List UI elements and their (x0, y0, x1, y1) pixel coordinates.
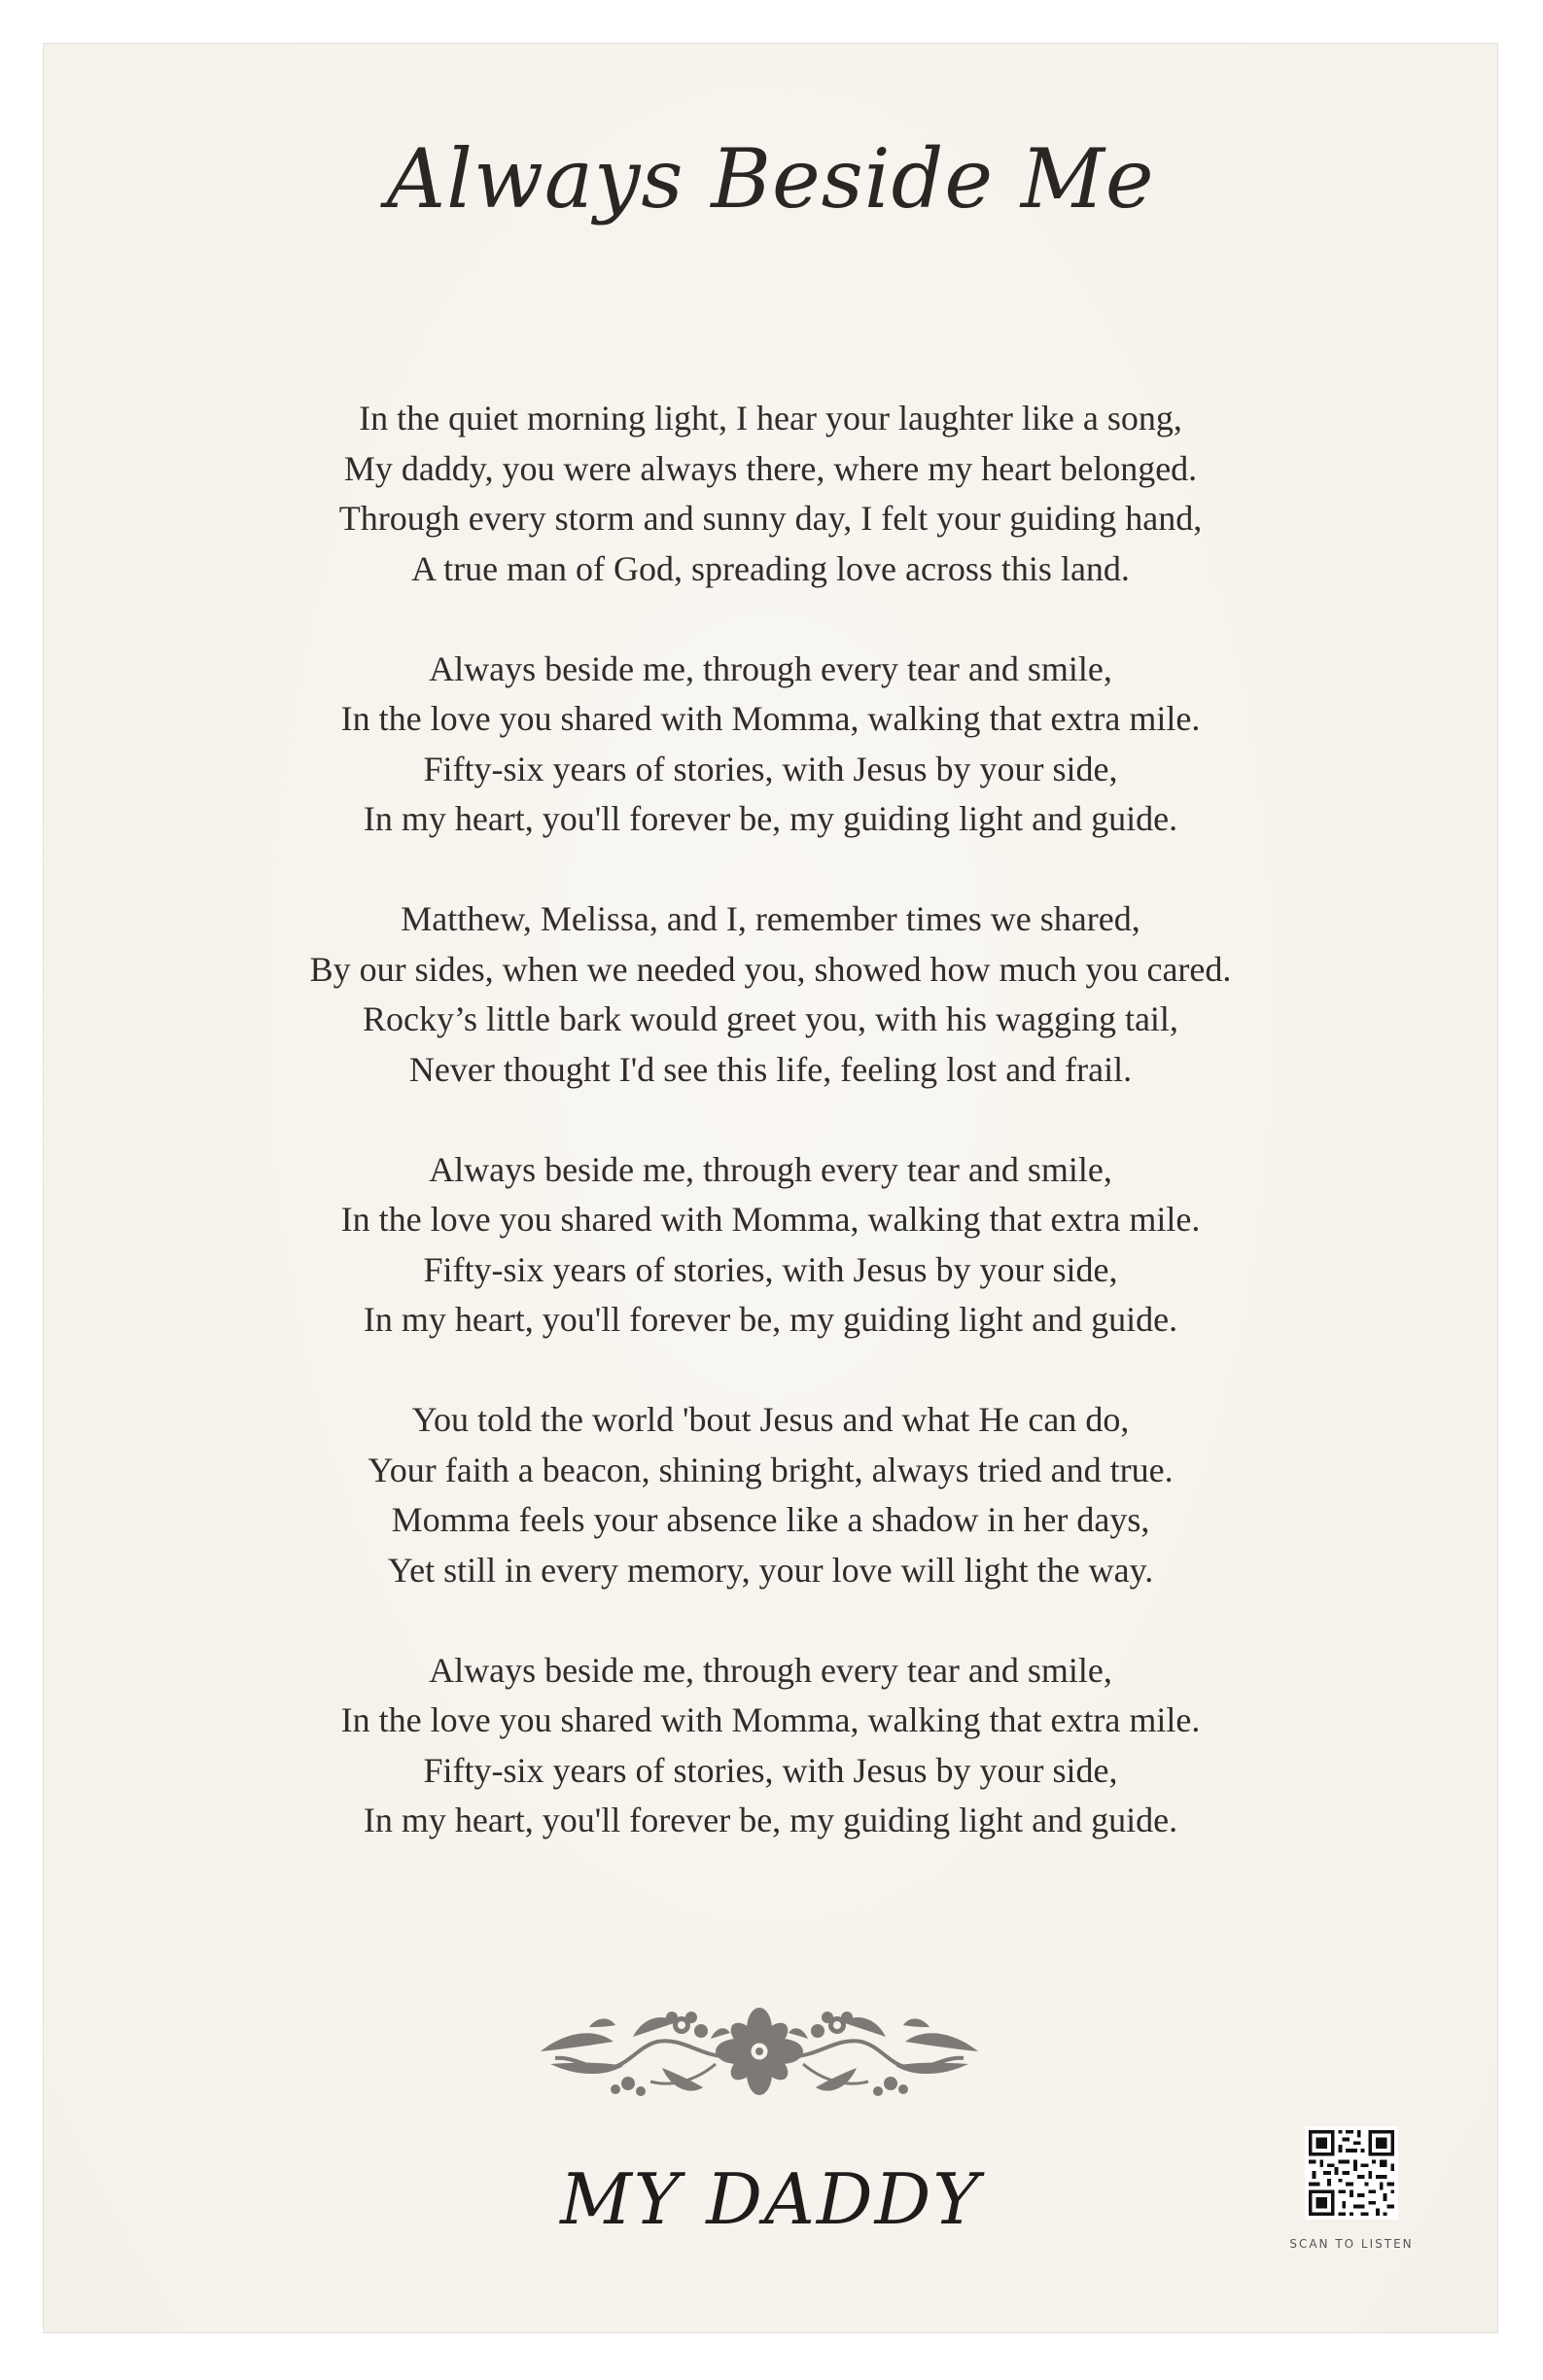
poem-line: Never thought I'd see this life, feeling lost and frail. (408, 1049, 1133, 1089)
stanza (44, 394, 1497, 594)
poem-line: By our sides, when we needed you, showed how much you cared. (309, 949, 1232, 989)
poem-title: Always Beside Me (386, 131, 1155, 227)
qr-caption: SCAN TO LISTEN (1289, 2237, 1414, 2251)
poem-line: In the love you shared with Momma, walking that extra mile. (340, 1200, 1201, 1239)
qr-code-icon[interactable] (1305, 2126, 1398, 2220)
poem-line: You told the world 'bout Jesus and what He can do, (411, 1400, 1130, 1439)
poem-line: Always beside me, through every tear and smile, (429, 1650, 1112, 1690)
poem-line: In my heart, you'll forever be, my guiding light and guide. (363, 799, 1178, 838)
poem-line: In the quiet morning light, I hear your laughter like a song, (359, 399, 1182, 438)
poem-page (43, 43, 1498, 2333)
poem-line: In my heart, you'll forever be, my guiding light and guide. (363, 1300, 1178, 1339)
poem-line: Through every storm and sunny day, I felt your guiding hand, (338, 499, 1203, 538)
stanza (44, 1145, 1497, 1346)
stanza (44, 1646, 1497, 1846)
poem-line: Fifty-six years of stories, with Jesus by your side, (423, 1249, 1118, 1289)
poem-line: Fifty-six years of stories, with Jesus by your side, (423, 749, 1118, 788)
stanza (44, 645, 1497, 845)
poem-line: Rocky’s little bark would greet you, with his wagging tail, (363, 999, 1178, 1038)
poem-line: In the love you shared with Momma, walking that extra mile. (340, 1700, 1201, 1739)
floral-divider-icon (536, 1998, 983, 2105)
poem-line: A true man of God, spreading love across this land. (411, 548, 1130, 588)
poem-line: Momma feels your absence like a shadow in her days, (391, 1500, 1150, 1539)
poem-line: My daddy, you were always there, where my heart belonged. (343, 448, 1198, 488)
poem-line: Always beside me, through every tear and smile, (429, 1149, 1112, 1189)
poem-line: Matthew, Melissa, and I, remember times we shared, (401, 899, 1140, 938)
poem-line: In my heart, you'll forever be, my guiding light and guide. (363, 1801, 1178, 1839)
poem-line: Your faith a beacon, shining bright, always tried and true. (368, 1450, 1174, 1489)
poem-line: Yet still in every memory, your love will light the way. (387, 1550, 1154, 1590)
footer-title: MY DADDY (560, 2158, 981, 2240)
stanza (44, 1395, 1497, 1595)
poem-line: Always beside me, through every tear and smile, (429, 648, 1112, 688)
stanza (44, 894, 1497, 1095)
poem-body (44, 394, 1497, 1896)
poem-line: Fifty-six years of stories, with Jesus by your side, (423, 1750, 1118, 1790)
poem-line: In the love you shared with Momma, walking that extra mile. (340, 699, 1201, 738)
